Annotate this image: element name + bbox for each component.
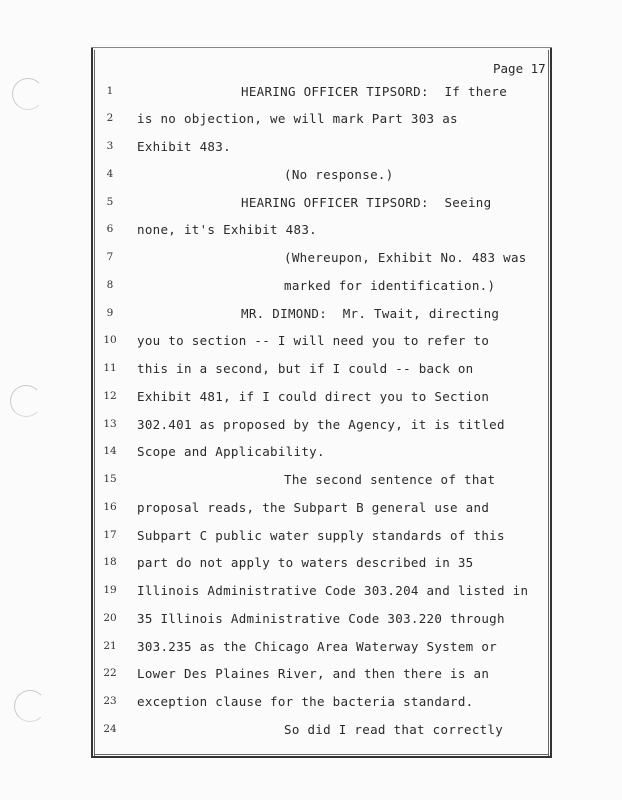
- transcript-line: Scope and Applicability.: [137, 444, 325, 459]
- line-number: 16: [103, 501, 117, 513]
- punch-hole-top: [12, 78, 44, 110]
- transcript-line: you to section -- I will need you to refer to: [137, 333, 490, 348]
- line-number: 7: [106, 251, 114, 263]
- punch-hole-bottom: [14, 690, 46, 722]
- transcript-line: proposal reads, the Subpart B general use and: [137, 500, 490, 515]
- line-number: 19: [103, 584, 117, 596]
- inner-bottom-rule: [94, 754, 549, 755]
- line-number: 17: [103, 529, 117, 541]
- punch-hole-middle: [10, 385, 42, 417]
- line-number: 11: [103, 362, 117, 374]
- line-number: 14: [103, 445, 117, 457]
- transcript-line: HEARING OFFICER TIPSORD: Seeing: [241, 195, 492, 210]
- line-number: 1: [106, 85, 114, 97]
- line-number: 2: [106, 112, 114, 124]
- transcript-line: HEARING OFFICER TIPSORD: If there: [241, 84, 508, 99]
- line-number: 12: [103, 390, 117, 402]
- transcript-line: Illinois Administrative Code 303.204 and listed in: [137, 583, 529, 598]
- transcript-line: The second sentence of that: [284, 472, 496, 487]
- line-number: 13: [103, 418, 117, 430]
- line-number: 20: [103, 612, 117, 624]
- transcript-line: this in a second, but if I could -- back on: [137, 361, 474, 376]
- line-number: 5: [106, 196, 114, 208]
- line-number: 8: [106, 279, 114, 291]
- transcript-line: (No response.): [284, 167, 394, 182]
- line-number: 4: [106, 168, 114, 180]
- transcript-line: marked for identification.): [284, 278, 496, 293]
- transcript-line: exception clause for the bacteria standard.: [137, 694, 474, 709]
- transcript-line: 303.235 as the Chicago Area Waterway System or: [137, 639, 497, 654]
- transcript-line: So did I read that correctly: [284, 722, 504, 737]
- transcript-line: Exhibit 483.: [137, 139, 231, 154]
- line-number: 6: [106, 223, 114, 235]
- transcript-line: MR. DIMOND: Mr. Twait, directing: [241, 306, 500, 321]
- page-frame-top-rule: [91, 47, 552, 48]
- transcript-line: none, it's Exhibit 483.: [137, 222, 317, 237]
- transcript-line: Subpart C public water supply standards of this: [137, 528, 505, 543]
- line-number: 10: [103, 334, 117, 346]
- line-number: 23: [103, 695, 117, 707]
- inner-right-rule: [548, 50, 549, 756]
- line-number: 9: [106, 307, 114, 319]
- inner-left-rule: [94, 50, 95, 756]
- line-number: 18: [103, 556, 117, 568]
- line-number: 3: [106, 140, 114, 152]
- transcript-line: is no objection, we will mark Part 303 as: [137, 111, 458, 126]
- line-number: 22: [103, 667, 117, 679]
- transcript-line: part do not apply to waters described in 35: [137, 555, 474, 570]
- page-number: Page 17: [493, 61, 546, 76]
- transcript-line: Lower Des Plaines River, and then there is an: [137, 666, 490, 681]
- line-number: 24: [103, 723, 117, 735]
- line-number: 21: [103, 640, 117, 652]
- line-number: 15: [103, 473, 117, 485]
- transcript-line: Exhibit 481, if I could direct you to Section: [137, 389, 490, 404]
- transcript-line: (Whereupon, Exhibit No. 483 was: [284, 250, 527, 265]
- transcript-line: 35 Illinois Administrative Code 303.220 through: [137, 611, 505, 626]
- transcript-line: 302.401 as proposed by the Agency, it is titled: [137, 417, 505, 432]
